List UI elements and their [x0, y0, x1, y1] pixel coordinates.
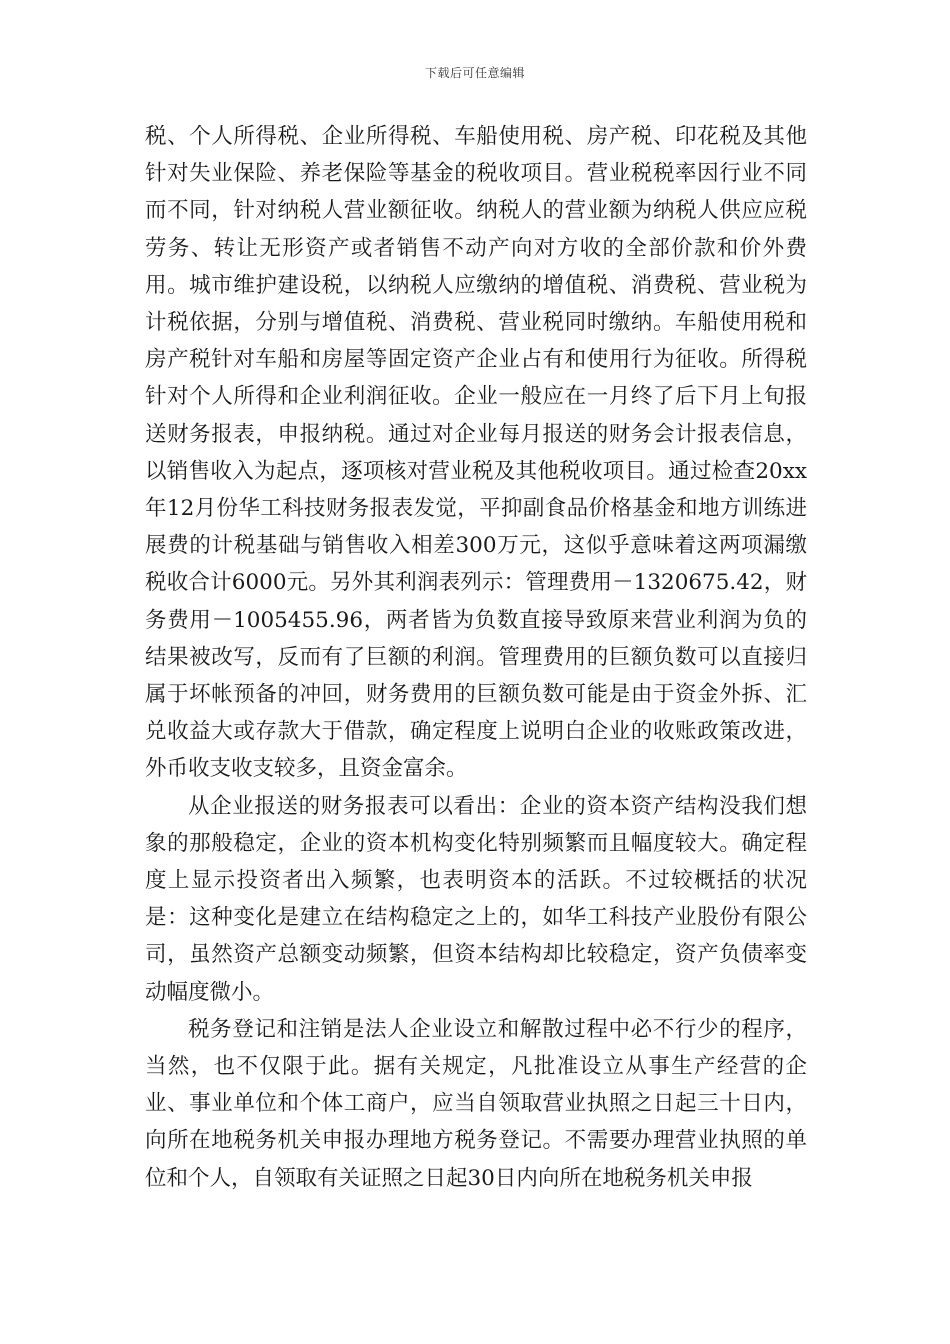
document-body	[145, 118, 807, 1197]
paragraph-2: 从企业报送的财务报表可以看出：企业的资本资产结构没我们想象的那般稳定，企业的资本机构变化特别频繁而且幅度较大。确定程度上显示投资者出入频繁，也表明资本的活跃。不过较概括的状况是：这种变化是建立在结构稳定之上的，如华工科技产业股份有限公司，虽然资产总额变动频繁，但资本结构却比较稳定，资产负债率变动幅度微小。	[145, 793, 807, 1005]
page-header-note: 下载后可任意编辑	[424, 66, 525, 80]
paragraph-3: 税务登记和注销是法人企业设立和解散过程中必不行少的程序，当然，也不仅限于此。据有关规定，凡批准设立从事生产经营的企业、事业单位和个体工商户，应当自领取营业执照之日起三十日内，向所在地税务机关申报办理地方税务登记。不需要办理营业执照的单位和个人，自领取有关证照之日起30日内向所在地税务机关申报	[145, 1016, 807, 1191]
paragraph-1: 税、个人所得税、企业所得税、车船使用税、房产税、印花税及其他针对失业保险、养老保险等基金的税收项目。营业税税率因行业不同而不同，针对纳税人营业额征收。纳税人的营业额为纳税人供应应税劳务、转让无形资产或者销售不动产向对方收的全部价款和价外费用。城市维护建设税，以纳税人应缴纳的增值税、消费税、营业税为计税依据，分别与增值税、消费税、营业税同时缴纳。车船使用税和房产税针对车船和房屋等固定资产企业占有和使用行为征收。所得税针对个人所得和企业利润征收。企业一般应在一月终了后下月上旬报送财务报表，申报纳税。通过对企业每月报送的财务会计报表信息，以销售收入为起点，逐项核对营业税及其他税收项目。通过检查20xx年12月份华工科技财务报表发觉，平抑副食品价格基金和地方训练进展费的计税基础与销售收入相差300万元，这似乎意味着这两项漏缴税收合计6000元。另外其利润表列示：管理费用－1320675.42，财务费用－1005455.96，两者皆为负数直接导致原来营业利润为负的结果被改写，反而有了巨额的利润。管理费用的巨额负数可以直接归属于坏帐预备的冲回，财务费用的巨额负数可能是由于资金外拆、汇兑收益大或存款大于借款，确定程度上说明白企业的收账政策改进，外币收支收支较多，且资金富余。	[145, 124, 807, 782]
